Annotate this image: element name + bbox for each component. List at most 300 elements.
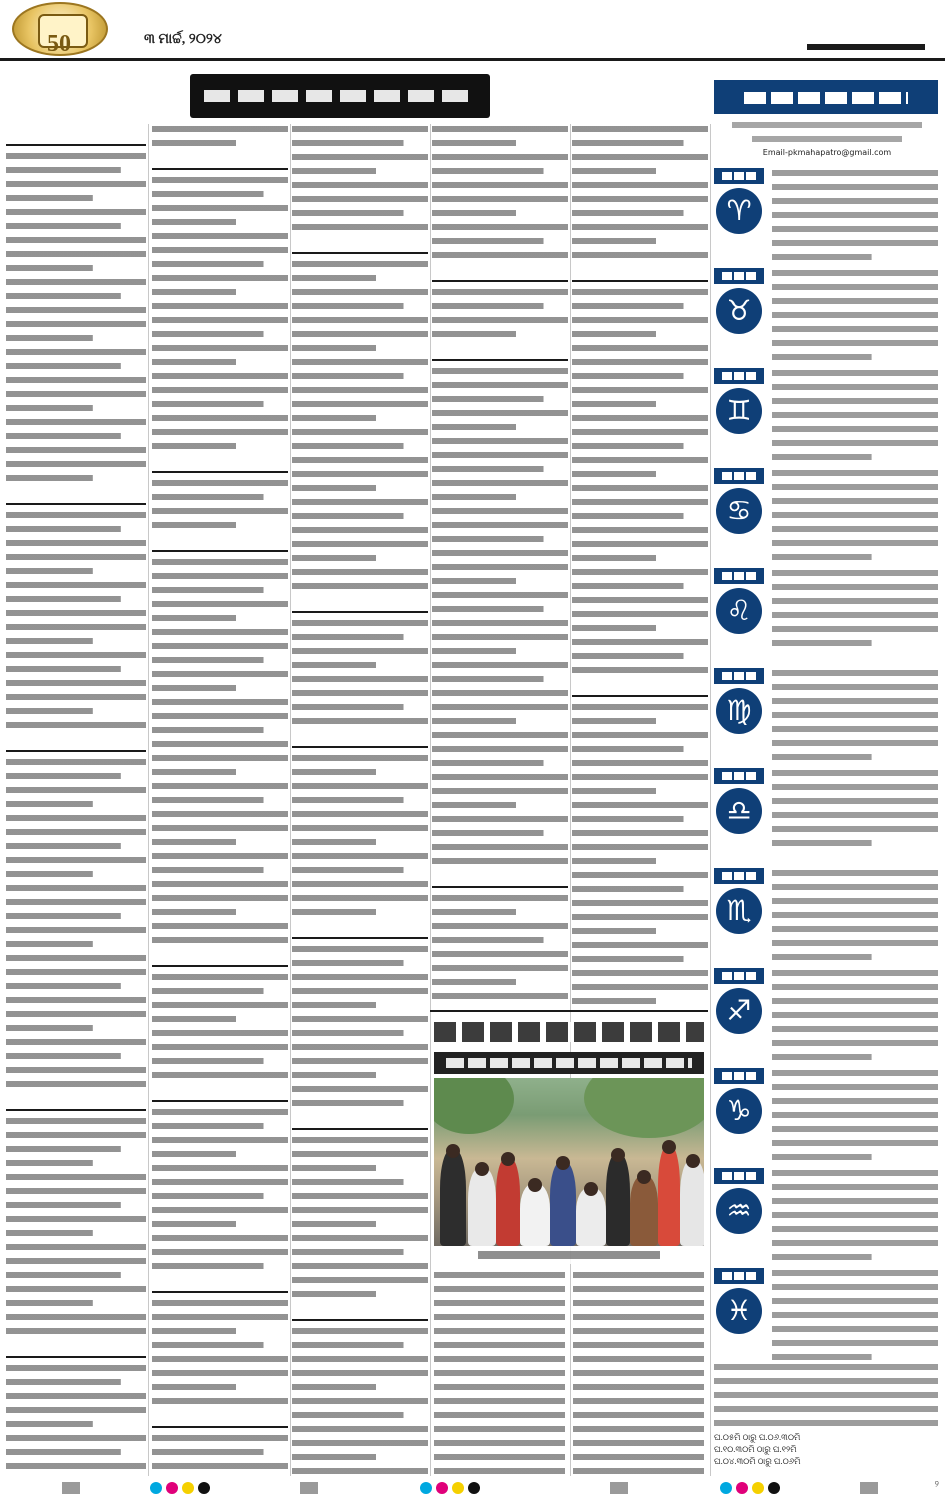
event-line [292,1275,428,1285]
event-line [6,678,146,688]
forecast-line [772,424,938,434]
photo-head [446,1144,460,1158]
event-line [432,963,568,973]
forecast-line [772,782,938,792]
event-line [6,1363,146,1373]
event-line [292,893,428,903]
event-line [572,138,708,148]
event-line [152,203,288,213]
forecast-line [772,1096,938,1106]
event-line [292,194,428,204]
event-line [292,1042,428,1052]
event-line [432,562,568,572]
event-line [572,455,708,465]
forecast-line [772,182,938,192]
event-line [432,394,568,404]
forecast-line [772,838,938,848]
event-line [152,315,288,325]
event-line [6,664,146,674]
event-line [6,1242,146,1252]
event-line [6,925,146,935]
registration-cyan [150,1482,162,1494]
event-line [292,1177,428,1187]
event-line [152,301,288,311]
story-kicker-text [446,1058,692,1068]
event-line [152,1475,288,1476]
page-number: ୨ [934,1480,939,1490]
event-line [432,688,568,698]
event-line [432,506,568,516]
almanac-line [714,1404,938,1414]
event-line [292,138,428,148]
forecast-line [772,1338,938,1348]
event-line [292,1396,428,1406]
sign-entry [714,164,938,268]
event-line [292,1000,428,1010]
listing-column-3 [292,124,428,1476]
photo-tree [434,1078,514,1134]
event-line [152,1261,288,1271]
event-line [152,287,288,297]
event-line [6,1270,146,1280]
forecast-line [772,238,938,248]
forecast-line [772,1038,938,1048]
event-line [152,641,288,651]
event-line [292,767,428,777]
event-line [6,1326,146,1336]
event-line [152,1163,288,1173]
sign-name-text [722,1072,756,1080]
registration-yellow [182,1482,194,1494]
sign-forecast [772,1068,938,1166]
event-line [6,431,146,441]
event-line [6,799,146,809]
forecast-line [772,582,938,592]
event-line [152,385,288,395]
district-heading [6,1095,146,1111]
event-line [572,744,708,754]
event-line [6,1079,146,1089]
event-line [152,1433,288,1443]
event-line [292,1149,428,1159]
event-line [152,837,288,847]
forecast-line [772,1082,938,1092]
event-line [292,357,428,367]
event-line [292,972,428,982]
event-line [572,730,708,740]
horoscope-email[interactable]: Email-pkmahapatro@gmail.com [762,148,892,157]
forecast-line [772,710,938,720]
forecast-line [772,796,938,806]
event-line [572,124,708,134]
event-line [152,739,288,749]
event-line [6,319,146,329]
event-line [292,152,428,162]
district-heading [292,1305,428,1321]
story-line [573,1368,704,1378]
story-line [573,1284,704,1294]
event-line [432,907,568,917]
district-heading [6,130,146,146]
event-line [292,441,428,451]
listing-banner [190,74,490,118]
sign-name-text [722,372,756,380]
event-line [6,1186,146,1196]
photo-person [630,1176,658,1246]
sign-entry [714,964,938,1068]
cancer-icon: ♋ [716,488,762,534]
forecast-line [772,338,938,348]
event-line [572,511,708,521]
sign-name [714,668,764,684]
event-line [572,497,708,507]
event-line [152,245,288,255]
story-line [573,1270,704,1280]
event-line [572,441,708,451]
photo-tree [584,1078,704,1138]
event-line [572,222,708,232]
event-line [572,287,708,297]
sign-name [714,268,764,284]
event-line [6,1475,146,1476]
story-line [434,1326,565,1336]
story-line [434,1424,565,1434]
forecast-line [772,824,938,834]
event-line [292,124,428,134]
event-line [152,1028,288,1038]
event-line [6,221,146,231]
event-line [292,618,428,628]
forecast-line [772,568,938,578]
event-line [572,772,708,782]
almanac-line [714,1390,938,1400]
event-line [152,711,288,721]
event-line [152,1340,288,1350]
district-heading [432,345,568,361]
sign-entry [714,264,938,368]
forecast-line [772,968,938,978]
forecast-line [772,538,938,548]
edition-city-day [116,11,266,23]
event-line [572,208,708,218]
event-line [432,674,568,684]
event-line [152,259,288,269]
event-line [6,1065,146,1075]
sagittarius-icon: ♐ [716,988,762,1034]
photo-person [468,1168,496,1246]
event-line [292,1084,428,1094]
scorpio-icon: ♏ [716,888,762,934]
event-line [6,1172,146,1182]
forecast-line [772,682,938,692]
event-line [572,553,708,563]
sign-name [714,568,764,584]
event-line [432,730,568,740]
event-line [572,152,708,162]
event-line [6,720,146,730]
forecast-line [772,610,938,620]
event-line [572,343,708,353]
event-line [572,758,708,768]
registration-black [198,1482,210,1494]
story-line [434,1438,565,1448]
event-line [152,478,288,488]
story-kicker [434,1052,704,1074]
event-line [6,692,146,702]
event-line [432,716,568,726]
event-line [572,665,708,675]
event-line [432,935,568,945]
event-line [572,236,708,246]
event-line [292,259,428,269]
event-line [432,408,568,418]
event-line [6,361,146,371]
event-line [6,417,146,427]
sign-forecast [772,1168,938,1266]
horoscope-title-text [744,92,908,104]
event-line [6,1461,146,1471]
event-line [152,935,288,945]
event-line [152,1135,288,1145]
forecast-line [772,1168,938,1178]
event-line [292,469,428,479]
photo-person [606,1154,630,1246]
event-line [6,403,146,413]
story-line [434,1466,565,1476]
forecast-line [772,1224,938,1234]
event-line [572,898,708,908]
column-rule [148,124,149,1476]
event-line [152,585,288,595]
forecast-line [772,596,938,606]
sign-forecast [772,868,938,966]
event-line [152,520,288,530]
almanac-line [714,1376,938,1386]
column-rule [290,124,291,1476]
event-line [152,1107,288,1117]
photo-head [475,1162,489,1176]
photo-head [637,1170,651,1184]
event-line [292,1326,428,1336]
story-line [573,1438,704,1448]
forecast-line [772,696,938,706]
district-heading [432,266,568,282]
sign-forecast [772,668,938,766]
event-line [572,180,708,190]
event-line [292,180,428,190]
forecast-line [772,1182,938,1192]
event-line [292,674,428,684]
event-line [292,208,428,218]
sign-name-text [722,672,756,680]
horoscope-author [720,120,934,158]
event-line [572,427,708,437]
event-line [432,450,568,460]
event-line [152,655,288,665]
registration-yellow [452,1482,464,1494]
forecast-line [772,996,938,1006]
event-line [6,1377,146,1387]
event-line [152,1070,288,1080]
sign-entry [714,864,938,968]
event-line [6,1419,146,1429]
forecast-line [772,352,938,362]
forecast-line [772,1296,938,1306]
event-line [432,977,568,987]
event-line [6,771,146,781]
sign-name [714,868,764,884]
event-line [292,567,428,577]
event-line [432,814,568,824]
event-line [152,1461,288,1471]
photo-person [496,1158,520,1246]
almanac-line [714,1418,938,1428]
listing-column-4 [432,124,568,1004]
event-line [152,571,288,581]
district-heading [152,154,288,170]
event-line [292,1219,428,1229]
event-line [6,1433,146,1443]
forecast-line [772,252,938,262]
event-line [292,907,428,917]
event-line [152,907,288,917]
event-line [152,427,288,437]
sign-entry [714,364,938,468]
event-line [292,287,428,297]
event-line [152,809,288,819]
section-title [807,8,925,50]
event-line [572,595,708,605]
registration-yellow [752,1482,764,1494]
event-line [572,940,708,950]
event-line [152,371,288,381]
forecast-line [772,868,938,878]
logo-anniversary-number: 50 [47,31,71,57]
sign-name-text [722,272,756,280]
event-line [432,236,568,246]
event-line [152,1312,288,1322]
event-line [292,1382,428,1392]
event-line [432,124,568,134]
registration-magenta [166,1482,178,1494]
event-line [572,982,708,992]
event-line [152,725,288,735]
event-line [6,538,146,548]
forecast-line [772,224,938,234]
forecast-line [772,438,938,448]
event-line [6,967,146,977]
event-line [432,464,568,474]
forecast-line [772,810,938,820]
event-line [432,590,568,600]
event-line [152,1247,288,1257]
horoscope-author-line [732,120,922,130]
event-line [152,1447,288,1457]
event-line [6,580,146,590]
forecast-line [772,1210,938,1220]
forecast-line [772,282,938,292]
photo-head [662,1140,676,1154]
event-line [152,413,288,423]
event-line [572,637,708,647]
sign-name [714,468,764,484]
horoscope-panel [712,80,940,1476]
sign-forecast [772,568,938,652]
event-line [6,883,146,893]
event-line [292,1410,428,1420]
event-line [6,1009,146,1019]
print-gray-mark [860,1482,878,1494]
event-line [572,399,708,409]
event-line [6,1256,146,1266]
event-line [292,1289,428,1299]
photo-person [550,1162,576,1246]
event-line [292,958,428,968]
event-line [292,1056,428,1066]
event-line [572,623,708,633]
event-line [432,660,568,670]
event-line [6,939,146,949]
registration-black [468,1482,480,1494]
sign-name [714,968,764,984]
story-line [434,1354,565,1364]
event-line [432,632,568,642]
district-heading [292,923,428,939]
event-line [152,1382,288,1392]
story-line [573,1452,704,1462]
sign-forecast [772,768,938,852]
event-line [432,222,568,232]
forecast-line [772,1238,938,1248]
event-line [6,552,146,562]
district-heading [152,536,288,552]
forecast-line [772,924,938,934]
sign-forecast [772,168,938,266]
photo-head [686,1154,700,1168]
print-footer [0,1478,945,1498]
event-line [292,688,428,698]
event-line [6,622,146,632]
capricorn-icon: ♑ [716,1088,762,1134]
sign-entry [714,1064,938,1168]
event-line [292,1233,428,1243]
forecast-line [772,468,938,478]
event-line [572,954,708,964]
event-line [6,757,146,767]
event-line [292,427,428,437]
horoscope-author-line [752,134,902,144]
event-line [6,785,146,795]
event-line [292,455,428,465]
event-line [6,1391,146,1401]
forecast-line [772,296,938,306]
sign-entry [714,1164,938,1268]
district-heading [432,872,568,888]
sign-name-text [722,872,756,880]
registration-magenta [736,1482,748,1494]
event-line [6,459,146,469]
event-line [152,441,288,451]
district-heading [6,736,146,752]
photo-head [501,1152,515,1166]
event-line [6,841,146,851]
event-line [432,991,568,1001]
event-line [6,706,146,716]
event-line [6,855,146,865]
column-rule [710,124,711,1476]
event-line [432,758,568,768]
sign-name-text [722,772,756,780]
